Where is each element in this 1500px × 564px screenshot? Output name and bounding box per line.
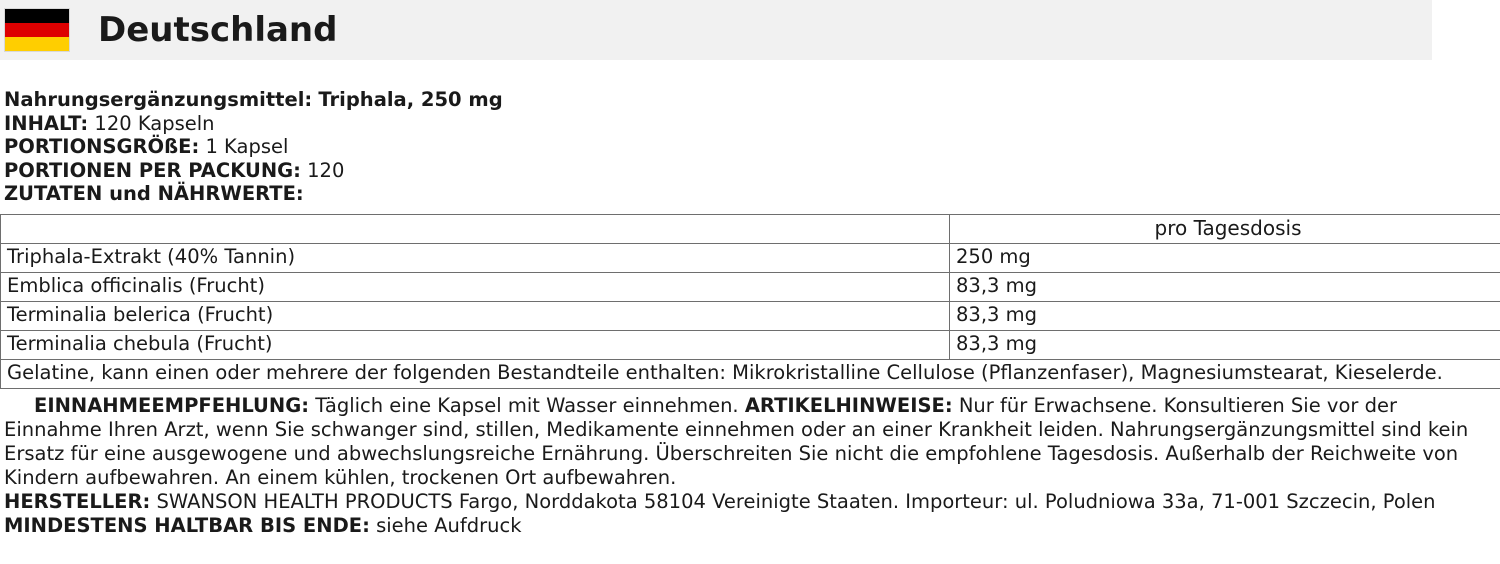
- table-row: [1, 330, 1500, 359]
- table-header-blank: [1, 214, 950, 243]
- content-label: INHALT:: [4, 111, 89, 135]
- serving-size-value: 1 Kapsel: [205, 135, 289, 158]
- country-header: [0, 0, 1432, 60]
- content-row: [4, 112, 1500, 136]
- expiry-label: MINDESTENS HALTBAR BIS ENDE:: [4, 513, 370, 537]
- product-info-block: [0, 88, 1500, 206]
- serving-size-label: PORTIONSGRÖßE:: [4, 135, 200, 158]
- table-header-per-dose: pro Tagesdosis: [950, 214, 1500, 243]
- manufacturer-paragraph: [4, 490, 1500, 514]
- ingredient-amount: 83,3 mg: [950, 301, 1500, 330]
- product-row: [4, 88, 1500, 112]
- manufacturer-label: HERSTELLER:: [4, 489, 151, 513]
- table-header-row: [1, 214, 1500, 243]
- table-row: [1, 272, 1500, 301]
- nutrition-facts-table: [0, 214, 1500, 389]
- german-flag-icon: [4, 8, 70, 52]
- warning-label: ARTIKELHINWEISE:: [744, 393, 953, 417]
- serving-size-row: [4, 135, 1500, 159]
- ingredient-name: Terminalia chebula (Frucht): [1, 330, 950, 359]
- table-footnote-row: [1, 359, 1500, 388]
- product-value: Triphala, 250 mg: [318, 88, 503, 111]
- usage-and-warning-paragraph: [4, 394, 1500, 490]
- ingredients-heading: ZUTATEN und NÄHRWERTE:: [4, 182, 304, 205]
- warning-value: Nur für Erwachsene. Konsultieren Sie vor der Einnahme Ihren Arzt, wenn Sie schwanger sind, stillen, Medikamente einnehmen oder an einer Krankheit leiden. Nahrungsergänzungsmittel sind kein Ersatz für eine ausgewogene und abwechslungsreiche Ernährung. Überschreiten Sie nicht die empfohlene Tagesdosis. Außerhalb der Reichweite von Kindern aufbewahren. An einem kühlen, trockenen Ort aufbewahren.: [4, 393, 1469, 489]
- servings-label: PORTIONEN PER PACKUNG:: [4, 158, 301, 182]
- usage-value: Täglich eine Kapsel mit Wasser einnehmen.: [315, 393, 739, 417]
- ingredient-name: Triphala-Extrakt (40% Tannin): [1, 243, 950, 272]
- servings-per-container-row: [4, 159, 1500, 183]
- usage-label: EINNAHMEEMPFEHLUNG:: [34, 393, 310, 417]
- expiry-value: siehe Aufdruck: [376, 513, 522, 537]
- page-title: Deutschland: [98, 10, 338, 50]
- ingredient-name: Terminalia belerica (Frucht): [1, 301, 950, 330]
- label-body-text: [0, 394, 1500, 538]
- ingredient-amount: 250 mg: [950, 243, 1500, 272]
- manufacturer-value: SWANSON HEALTH PRODUCTS Fargo, Norddakota 58104 Vereinigte Staaten. Importeur: ul. Poludniowa 33a, 71-001 Szczecin, Polen: [156, 489, 1436, 513]
- servings-value: 120: [307, 158, 345, 182]
- ingredient-amount: 83,3 mg: [950, 330, 1500, 359]
- ingredient-name: Emblica officinalis (Frucht): [1, 272, 950, 301]
- ingredient-amount: 83,3 mg: [950, 272, 1500, 301]
- ingredients-heading-row: [4, 182, 1500, 206]
- expiry-paragraph: [4, 514, 1500, 538]
- other-ingredients-note: Gelatine, kann einen oder mehrere der folgenden Bestandteile enthalten: Mikrokristalline Cellulose (Pflanzenfaser), Magnesiumstearat, Kieselerde.: [1, 359, 1500, 388]
- table-row: [1, 243, 1500, 272]
- table-row: [1, 301, 1500, 330]
- product-label: Nahrungsergänzungsmittel:: [4, 88, 313, 111]
- content-value: 120 Kapseln: [94, 111, 215, 135]
